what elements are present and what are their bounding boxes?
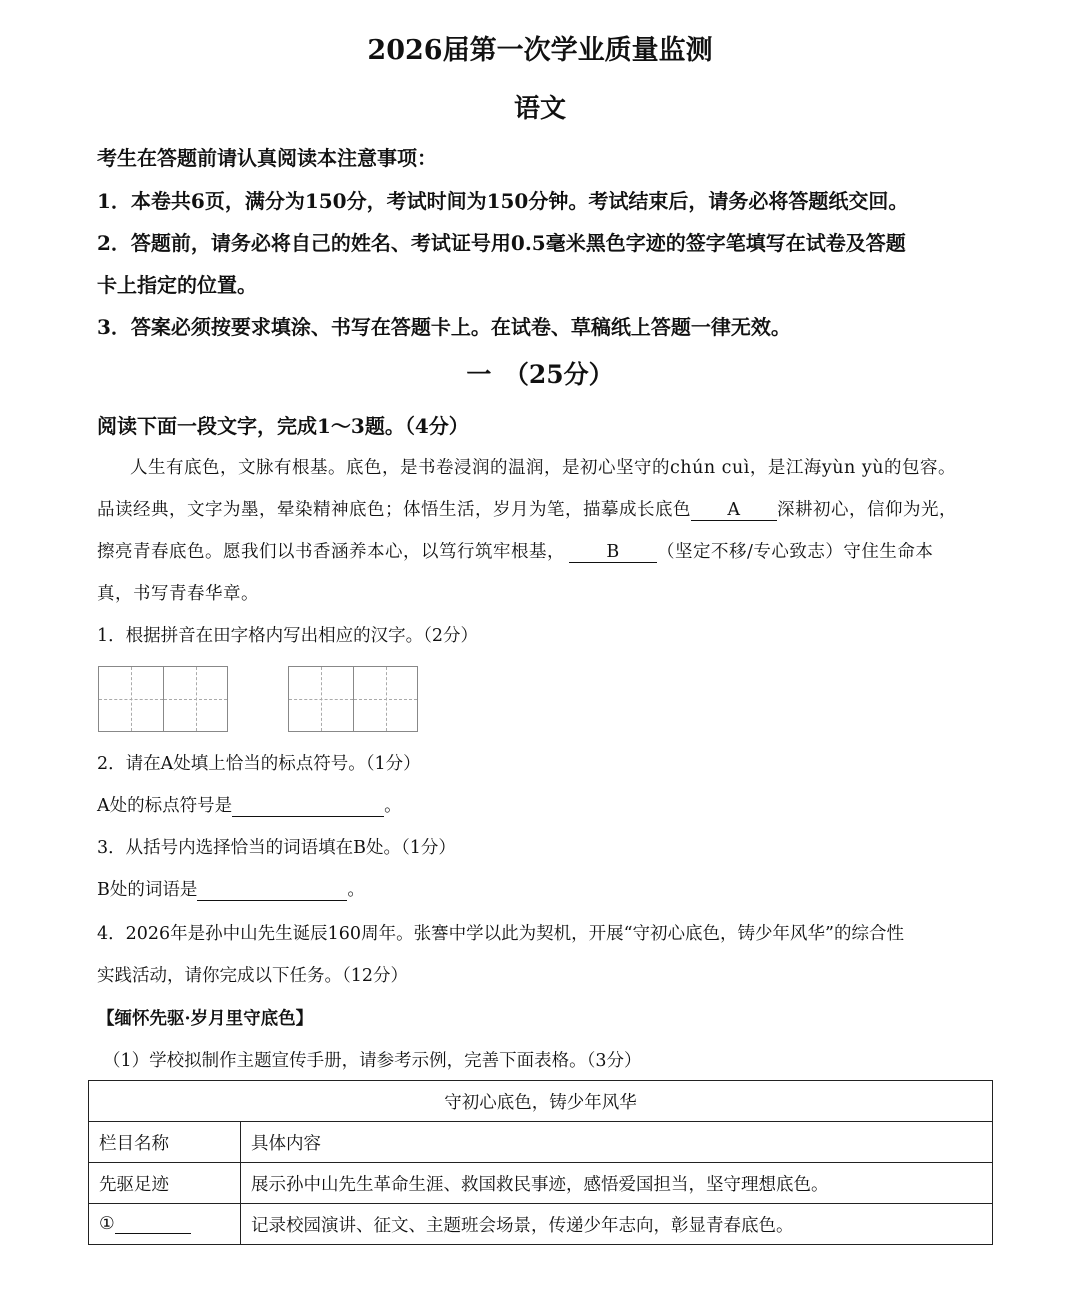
answer-b-label: B处的词语是: [97, 880, 198, 900]
table-row: [89, 1122, 993, 1163]
notice-item-2-cont: 卡上指定的位置。: [97, 273, 257, 297]
passage-line-4: 真，书写青春华章。: [97, 584, 259, 604]
tianzige-cell[interactable]: [99, 667, 163, 731]
tianzige-cell[interactable]: [353, 667, 417, 731]
notice-item-2: 2．答题前，请务必将自己的姓名、考试证号用0.5毫米黑色字迹的签字笔填写在试卷及答题: [97, 231, 906, 255]
tianzige-cell[interactable]: [289, 667, 353, 731]
passage-line-2: [97, 496, 957, 521]
column-header-name: 栏目名称: [89, 1122, 241, 1163]
tianzige-grid-2[interactable]: [288, 666, 418, 732]
table-title: 守初心底色，铸少年风华: [89, 1081, 993, 1122]
answer-b-blank[interactable]: [197, 880, 347, 901]
passage-line-3b: （坚定不移/专心致志）守住生命本: [657, 542, 934, 562]
passage-line-3a: 擦亮青春底色。愿我们以书香涵养本心，以笃行筑牢根基，: [97, 542, 565, 562]
passage-line-3: [97, 538, 933, 563]
answer-a-suffix: 。: [384, 796, 402, 816]
row-2-name-blank[interactable]: [115, 1215, 191, 1234]
question-3: 3．从括号内选择恰当的词语填在B处。（1分）: [97, 838, 456, 858]
notice-item-3: 3．答案必须按要求填涂、书写在答题卡上。在试卷、草稿纸上答题一律无效。: [97, 315, 791, 339]
row-2-content: 记录校园演讲、征文、主题班会场景，传递少年志向，彰显青春底色。: [241, 1204, 993, 1245]
passage-line-2a: 品读经典，文字为墨，晕染精神底色；体悟生活，岁月为笔，描摹成长底色: [97, 500, 691, 520]
table-header-row: [89, 1081, 993, 1122]
question-4-line-1: 4．2026年是孙中山先生诞辰160周年。张謇中学以此为契机，开展“守初心底色，铸少年风华”的综合性: [97, 924, 904, 944]
row-1-name: 先驱足迹: [89, 1163, 241, 1204]
answer-a-label: A处的标点符号是: [97, 796, 233, 816]
tianzige-cell[interactable]: [163, 667, 227, 731]
brochure-table: [88, 1080, 993, 1245]
subject-title: 语文: [513, 94, 566, 124]
row-2-name-cell: [89, 1204, 241, 1245]
row-2-name: ①: [99, 1214, 115, 1234]
table-row: [89, 1204, 993, 1245]
question-2: 2．请在A处填上恰当的标点符号。（1分）: [97, 754, 421, 774]
question-3-answer: [97, 876, 365, 901]
question-4-line-2: 实践活动，请你完成以下任务。（12分）: [97, 966, 409, 986]
passage-line-2b: 深耕初心，信仰为光，: [777, 500, 957, 520]
notice-item-1: 1．本卷共6页，满分为150分，考试时间为150分钟。考试结束后，请务必将答题纸交回。: [97, 189, 909, 213]
blank-b: B: [569, 542, 657, 563]
section-title: 一 （25分）: [466, 360, 614, 389]
answer-a-blank[interactable]: [232, 796, 384, 817]
blank-a: A: [691, 500, 777, 521]
question-1: 1．根据拼音在田字格内写出相应的汉字。（2分）: [97, 626, 479, 646]
column-header-content: 具体内容: [241, 1122, 993, 1163]
reading-instruction: 阅读下面一段文字，完成1～3题。（4分）: [97, 414, 469, 438]
answer-b-suffix: 。: [347, 880, 365, 900]
exam-title: 2026届第一次学业质量监测: [367, 35, 713, 66]
passage-line-1: 人生有底色，文脉有根基。底色，是书卷浸润的温润，是初心坚守的chún cuì，是江海yùn yù的包容。: [130, 458, 956, 478]
question-2-answer: [97, 792, 402, 817]
table-row: [89, 1163, 993, 1204]
tianzige-grid-1[interactable]: [98, 666, 228, 732]
task-heading: 【缅怀先驱·岁月里守底色】: [97, 1009, 314, 1029]
row-1-content: 展示孙中山先生革命生涯、救国救民事迹，感悟爱国担当，坚守理想底色。: [241, 1163, 993, 1204]
sub-question-1: （1）学校拟制作主题宣传手册，请参考示例，完善下面表格。（3分）: [103, 1051, 642, 1071]
notice-heading: 考生在答题前请认真阅读本注意事项：: [97, 146, 437, 170]
